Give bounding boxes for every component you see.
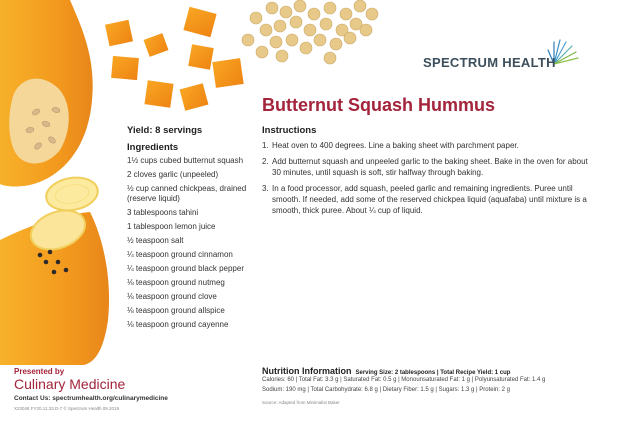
step-number: 1. — [262, 141, 269, 150]
ingredients-heading: Ingredients — [127, 142, 179, 153]
instructions-heading: Instructions — [262, 125, 317, 136]
yield-label: Yield: 8 servings — [127, 125, 203, 136]
brand-name: SPECTRUM HEALTH — [423, 55, 556, 70]
ingredient-item: 2 cloves garlic (unpeeled) — [127, 170, 219, 179]
ingredient-item: 1 tablespoon lemon juice — [127, 222, 216, 231]
instruction-step — [262, 183, 597, 216]
ingredient-item: ⅛ teaspoon ground clove — [127, 292, 217, 301]
ingredient-item: ¼ teaspoon ground black pepper — [127, 264, 244, 273]
ingredient-item: ¼ teaspoon ground cinnamon — [127, 250, 233, 259]
contact-label: Contact Us: — [14, 395, 51, 402]
step-number: 2. — [262, 157, 269, 166]
squash-half-image — [0, 0, 93, 187]
ingredient-item: ½ teaspoon salt — [127, 236, 184, 245]
recipe-title: Butternut Squash Hummus — [262, 95, 496, 115]
instruction-step — [262, 140, 597, 151]
ingredient-item: ⅛ teaspoon ground nutmeg — [127, 278, 225, 287]
contact-line — [14, 395, 168, 402]
ingredients-list — [127, 156, 257, 334]
presented-by-label: Presented by — [14, 367, 65, 376]
ingredient-item: ⅛ teaspoon ground allspice — [127, 306, 225, 315]
program-name: Culinary Medicine — [14, 376, 126, 392]
instructions-list — [262, 140, 597, 221]
step-text: Add butternut squash and unpeeled garlic to the baking sheet. Bake in the oven for about 30 minutes, until squash is soft, stir halfway through baking. — [272, 157, 588, 177]
source-credit: Source: Adapted from Minimalist Baker — [262, 400, 340, 405]
nutrition-title: Nutrition Information — [262, 366, 352, 376]
chickpeas-image — [242, 0, 378, 64]
contact-link[interactable]: spectrumhealth.org/culinarymedicine — [52, 395, 168, 402]
ingredient-item: 1½ cups cubed butternut squash — [127, 156, 244, 165]
ingredient-item: ⅛ teaspoon ground cayenne — [127, 320, 229, 329]
step-text: Heat oven to 400 degrees. Line a baking sheet with parchment paper. — [272, 141, 519, 150]
document-code: X23048 FY20.11.33.D-7 © Spectrum Health 09.2019 — [14, 406, 120, 411]
step-number: 3. — [262, 184, 269, 193]
ingredient-item: ½ cup canned chickpeas, drained (reserve liquid) — [127, 184, 247, 203]
nutrition-facts-line-1: Calories: 60 | Total Fat: 3.3 g | Saturated Fat: 0.5 g | Monounsaturated Fat: 1 g | Polyunsaturated Fat: 1.4 g — [262, 377, 546, 383]
step-text: In a food processor, add squash, peeled garlic and remaining ingredients. Puree until smooth. If needed, add some of the reserved chickpea liquid (aquafaba) until mixture is a smooth, thick puree. About ¼ cup of liquid. — [272, 184, 587, 215]
serving-info: Serving Size: 2 tablespoons | Total Recipe Yield: 1 cup — [355, 370, 511, 376]
instruction-step — [262, 156, 597, 178]
ingredient-item: 3 tablespoons tahini — [127, 208, 199, 217]
nutrition-heading — [262, 366, 510, 376]
nutrition-facts-line-2: Sodium: 190 mg | Total Carbohydrate: 6.8 g | Dietary Fiber: 1.5 g | Sugars: 1.3 g | Protein: 2 g — [262, 387, 510, 393]
squash-cubes-image — [105, 7, 244, 111]
